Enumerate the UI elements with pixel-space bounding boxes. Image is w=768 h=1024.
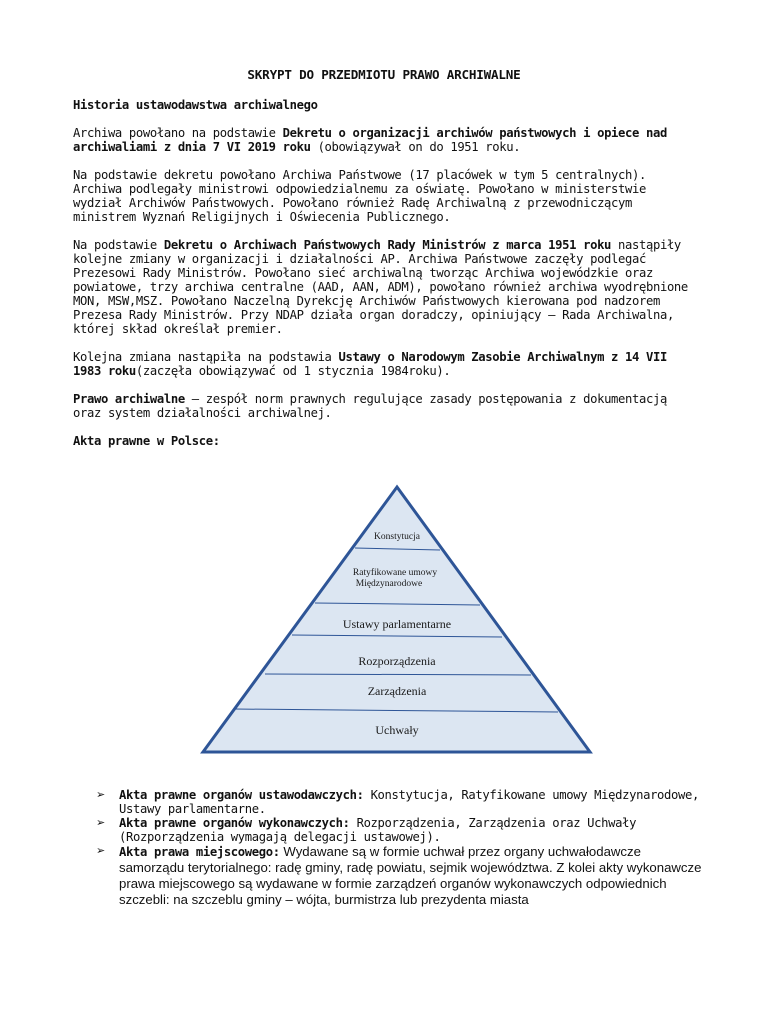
p5-bold: Prawo archiwalne [73,392,185,406]
layer-zarzadzenia: Zarządzenia [367,684,427,698]
layer-ustawy: Ustawy parlamentarne [342,617,452,631]
p1-text-end: (obowiązywał on do 1951 roku. [310,140,521,154]
p3-bold: Dekretu o Archiwach Państwowych Rady Ministrów z marca 1951 roku [163,238,612,252]
arrow-bullet-icon: ➢ [96,844,105,857]
list-item [96,816,706,844]
section-heading: Historia ustawodawstwa archiwalnego [73,98,318,112]
arrow-bullet-icon: ➢ [96,816,105,829]
list-item-text: Wydawane są w formie uchwał przez organy uchwałodawcze samorządu terytorialnego: radę gminy, radę powiatu, sejmik województwa. Z kolei akty wykonawcze prawa miejscowego są wydawane w formie zarządzeń organów wykonawczych odpowiednich szczebli: na szczeblu gminy – wójta, burmistrza lub prezydenta miasta [119,844,702,907]
list-item-text: Konstytucja, Ratyfikowane umowy Międzynarodowe, Ustawy parlamentarne. [119,788,699,816]
p1-text: Archiwa powołano na podstawie [73,126,283,140]
document-title: SKRYPT DO PRZEDMIOTU PRAWO ARCHIWALNE [247,67,521,82]
layer-uchwaly: Uchwały [375,723,419,737]
p1-bold: Dekretu o organizacji archiwów państwowych i opiece nad archiwaliami z dnia 7 VI 2019 roku [73,126,667,154]
layer-konstytucja: Konstytucja [374,532,420,542]
paragraph-definition [73,392,695,420]
p4-bold: Ustawy o Narodowym Zasobie Archiwalnym z 14 VII 1983 roku [73,350,667,378]
legal-acts-list [96,788,706,908]
arrow-bullet-icon: ➢ [96,788,105,801]
list-item-bold: Akta prawa miejscowego: [119,845,280,859]
document-page [73,68,695,448]
p4-text: Kolejna zmiana nastąpiła na podstawia [73,350,339,364]
layer-miedzynarodowe: Międzynarodowe [355,579,423,589]
list-item [96,788,706,816]
paragraph-decree-1919 [73,126,695,154]
p5-text: – zespół norm prawnych regulujące zasady postępowania z dokumentacją oraz system działalności archiwalnej. [73,392,667,420]
p4-text-end: (zaczęła obowiązywać od 1 stycznia 1984roku). [135,364,451,378]
list-item-text: Rozporządzenia, Zarządzenia oraz Uchwały (Rozporządzenia wymagają delegacji ustawowej). [119,816,637,844]
layer-ratyfikowane: Ratyfikowane umowy [352,568,438,578]
legal-acts-pyramid [200,484,594,756]
list-item [96,844,706,908]
paragraph-act-1983 [73,350,695,378]
list-item-bold: Akta prawne organów ustawodawczych: [119,788,364,802]
p3-text-end: nastąpiły kolejne zmiany w organizacji i działalności AP. Archiwa Państwowe zaczęły podlegać Prezesowi Rady Ministrów. Powołano sieć archiwalną tworząc Archiwa wojewódzkie oraz powiatowe, trzy archiwa centralne (AAD, AAN, ADM), powołano również archiwa wyodrębnione MON, MSW,MSZ. Powołano Naczelną Dyrekcję Archiwów Państwowych kierowana pod nadzorem Prezesa Rady Ministrów. Przy NDAP działa organ doradczy, opiniujący – Rada Archiwalna, której skład określał premier. [73,238,688,336]
paragraph-decree-1951 [73,238,695,336]
layer-rozporzadzenia: Rozporządzenia [358,654,436,668]
list-item-bold: Akta prawne organów wykonawczych: [119,816,350,830]
p3-text: Na podstawie [73,238,164,252]
paragraph-archives: Na podstawie dekretu powołano Archiwa Państwowe (17 placówek w tym 5 centralnych). Archiwa podlegały ministrowi odpowiedzialnemu za oświatę. Powołano w ministerstwie wydział Archiwów Państwowych. Powołano również Radę Archiwalną z przewodniczącym ministrem Wyznań Religijnych i Oświecenia Publicznego. [73,168,646,224]
acts-heading: Akta prawne w Polsce: [73,434,220,448]
